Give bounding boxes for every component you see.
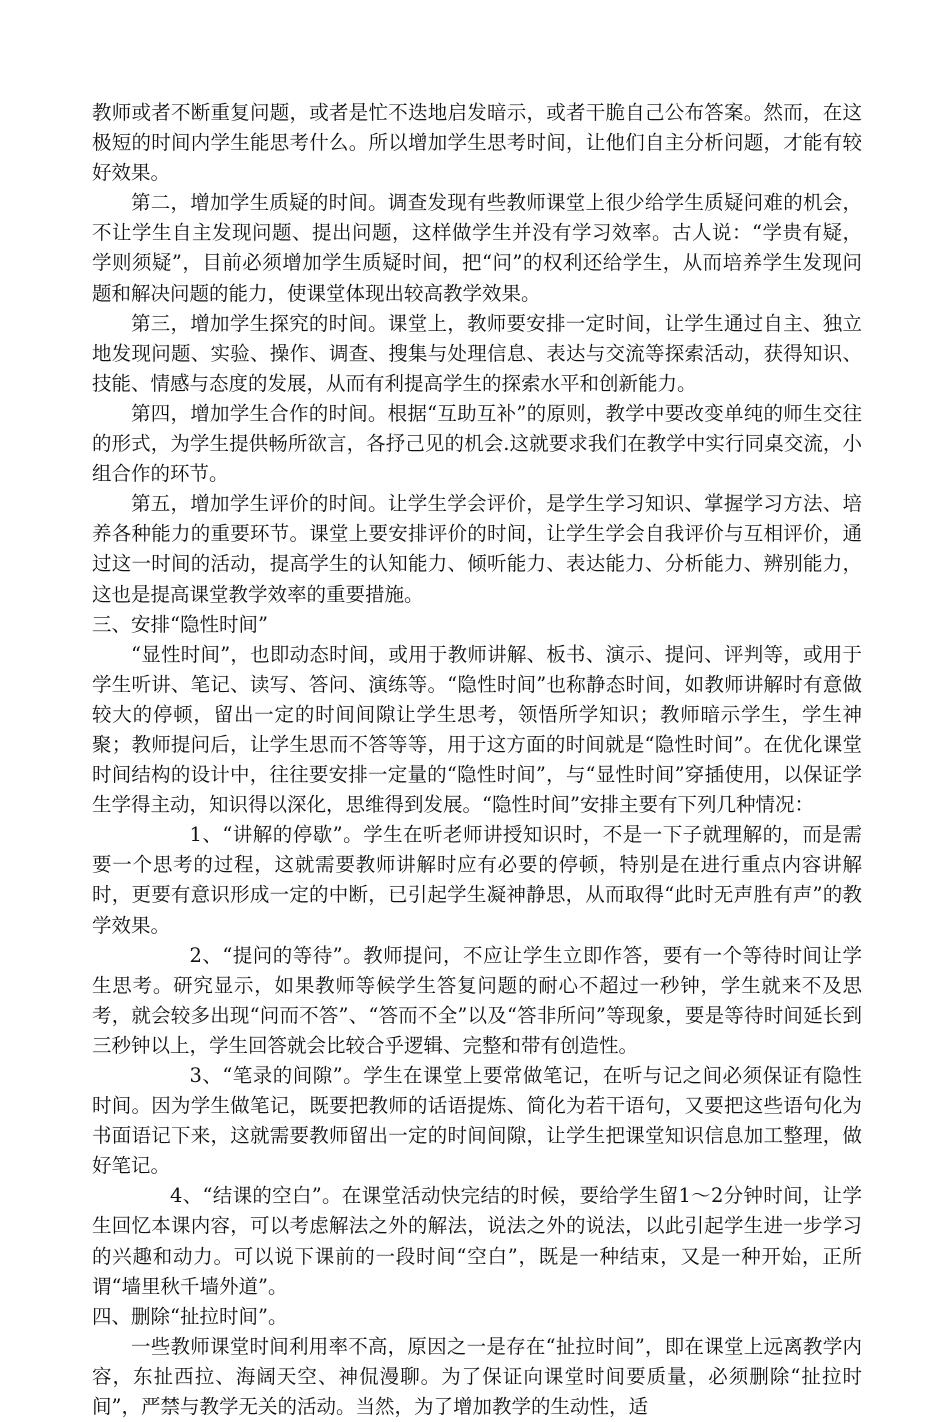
document-body — [92, 98, 862, 1422]
paragraph-fourth-point: 第四，增加学生合作的时间。根据“互助互补”的原则，教学中要改变单纯的师生交往的形式，为学生提供畅所欲言，各抒己见的机会.这就要求我们在教学中实行同桌交流，小组合作的环节。 — [92, 401, 862, 486]
list-item-waiting: 2、“提问的等待”。教师提问，不应让学生立即作答，要有一个等待时间让学生思考。研究显示，如果教师等候学生答复问题的耐心不超过一秒钟，学生就来不及思考，就会较多出现“问而不答”、“答而不全”以及“答非所问”等现象，要是等待时间延长到三秒钟以上，学生回答就会比较合乎逻辑、完整和带有创造性。 — [92, 943, 862, 1057]
list-item-pause: 1、“讲解的停歇”。学生在听老师讲授知识时，不是一下子就理解的，而是需要一个思考的过程，这就需要教师讲解时应有必要的停顿，特别是在进行重点内容讲解时，更要有意识形成一定的中断，已引起学生凝神静思，从而取得“此时无声胜有声”的教学效果。 — [92, 823, 862, 937]
section-heading-four: 四、删除“扯拉时间”。 — [92, 1304, 288, 1328]
paragraph-third-point: 第三，增加学生探究的时间。课堂上，教师要安排一定时间，让学生通过自主、独立地发现问题、实验、操作、调查、搜集与处理信息、表达与交流等探索活动，获得知识、技能、情感与态度的发展，从而有利提高学生的探索水平和创新能力。 — [92, 311, 862, 395]
paragraph-second-point: 第二，增加学生质疑的时间。调查发现有些教师课堂上很少给学生质疑问难的机会，不让学生自主发现问题、提出问题，这样做学生并没有学习效率。古人说：“学贵有疑，学则须疑”，目前必须增加学生质疑时间，把“问”的权利还给学生，从而培养学生发现问题和解决问题的能力，使课堂体现出较高教学效果。 — [92, 191, 862, 305]
list-item-closing-blank: 4、“结课的空白”。在课堂活动快完结的时候，要给学生留1～2分钟时间，让学生回忆本课内容，可以考虑解法之外的解法，说法之外的说法，以此引起学生进一步学习的兴趣和动力。可以说下课前的一段时间“空白”，既是一种结束，又是一种开始，正所谓“墙里秋千墙外道”。 — [92, 1184, 862, 1298]
paragraph-continuation: 教师或者不断重复问题，或者是忙不迭地启发暗示，或者干脆自己公布答案。然而，在这极短的时间内学生能思考什么。所以增加学生思考时间，让他们自主分析问题，才能有较好效果。 — [92, 101, 862, 185]
section-heading-three: 三、安排“隐性时间” — [92, 612, 268, 636]
paragraph-explicit-time: “显性时间”，也即动态时间，或用于教师讲解、板书、演示、提问、评判等，或用于学生听讲、笔记、读写、答问、演练等。“隐性时间”也称静态时间，如教师讲解时有意做较大的停顿，留出一定的时间间隙让学生思考，领悟所学知识；教师暗示学生，学生神聚；教师提问后，让学生思而不答等等，用于这方面的时间就是“隐性时间”。在优化课堂时间结构的设计中，往往要安排一定量的“隐性时间”，与“显性时间”穿插使用，以保证学生学得主动，知识得以深化，思维得到发展。“隐性时间”安排主要有下列几种情况： — [92, 642, 862, 817]
paragraph-fifth-point: 第五，增加学生评价的时间。让学生学会评价，是学生学习知识、掌握学习方法、培养各种能力的重要环节。课堂上要安排评价的时间，让学生学会自我评价与互相评价，通过这一时间的活动，提高学生的认知能力、倾听能力、表达能力、分析能力、辨别能力，这也是提高课堂教学效率的重要措施。 — [92, 492, 862, 606]
paragraph-wasted-time: 一些教师课堂时间利用率不高，原因之一是存在“扯拉时间”，即在课堂上远离教学内容，东扯西拉、海阔天空、神侃漫聊。为了保证向课堂时间要质量，必须删除“扯拉时间”，严禁与教学无关的活动。当然，为了增加教学的生动性，适 — [92, 1334, 862, 1419]
list-item-notes-gap: 3、“笔录的间隙”。学生在课堂上要常做笔记，在听与记之间必须保证有隐性时间。因为学生做笔记，既要把教师的话语提炼、简化为若干语句，又要把这些语句化为书面语记下来，这就需要教师留出一定的时间间隙，让学生把课堂知识信息加工整理，做好笔记。 — [92, 1064, 862, 1178]
